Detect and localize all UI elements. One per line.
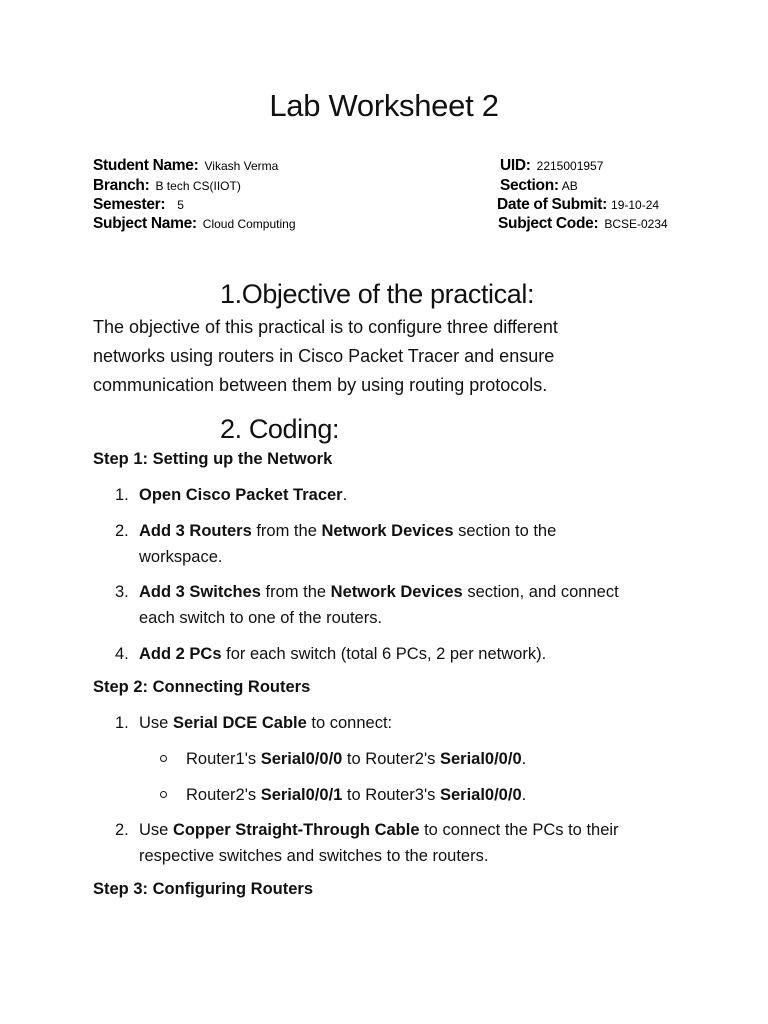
bold-text: Network Devices: [321, 522, 454, 540]
text: respective switches and switches to the routers.: [139, 847, 489, 865]
bold-text: Serial0/0/1: [260, 786, 343, 804]
sub-list-item: [160, 746, 680, 772]
date-value: 19-10-24: [611, 198, 660, 212]
text: from the: [260, 583, 331, 601]
section-label: Section:: [500, 177, 559, 194]
list-number: 2.: [115, 821, 129, 839]
date-label: Date of Submit:: [497, 196, 608, 213]
objective-line: networks using routers in Cisco Packet Tracer and ensure: [93, 346, 555, 366]
bold-text: Add 2 PCs: [139, 645, 222, 663]
circle-bullet-icon: [160, 791, 167, 798]
branch-label: Branch:: [93, 177, 150, 194]
objective-paragraph: [93, 313, 693, 400]
list-number: 2.: [115, 522, 129, 540]
step2-title: Step 2: Connecting Routers: [93, 678, 311, 696]
semester-row: [93, 196, 184, 214]
objective-line: The objective of this practical is to configure three different: [93, 317, 558, 337]
list-item: [93, 579, 703, 631]
text: Router1's: [186, 750, 261, 768]
bold-text: Serial0/0/0: [260, 750, 343, 768]
text: section to the: [453, 522, 557, 540]
list-number: 3.: [115, 583, 129, 601]
subject-code-row: [498, 215, 668, 233]
text: from the: [251, 522, 322, 540]
bold-text: Serial0/0/0: [439, 786, 522, 804]
step3-title: Step 3: Configuring Routers: [93, 880, 313, 898]
text: to Router3's: [342, 786, 440, 804]
list-number: 1.: [115, 486, 129, 504]
semester-value: 5: [177, 198, 184, 212]
circle-bullet-icon: [160, 755, 167, 762]
semester-label: Semester:: [93, 196, 166, 213]
bold-text: Add 3 Switches: [139, 583, 261, 601]
text: workspace.: [139, 548, 223, 566]
coding-heading: 2. Coding:: [220, 414, 340, 444]
student-name-label: Student Name:: [93, 157, 199, 174]
text: for each switch (total 6 PCs, 2 per network).: [221, 645, 547, 663]
section-row: [500, 177, 578, 195]
objective-heading: 1.Objective of the practical:: [220, 279, 535, 309]
sub-list-item: [160, 782, 680, 808]
bold-text: Network Devices: [330, 583, 463, 601]
list-number: 1.: [115, 714, 129, 732]
uid-row: [500, 157, 603, 175]
uid-label: UID:: [500, 157, 531, 174]
text: each switch to one of the routers.: [139, 609, 383, 627]
student-name-value: Vikash Verma: [204, 159, 279, 173]
bold-text: Open Cisco Packet Tracer: [139, 486, 343, 504]
uid-value: 2215001957: [536, 159, 604, 173]
subject-code-label: Subject Code:: [498, 215, 599, 232]
branch-row: [93, 177, 241, 195]
objective-line: communication between them by using routing protocols.: [93, 375, 548, 395]
bold-text: Copper Straight-Through Cable: [172, 821, 420, 839]
subject-name-row: [93, 215, 296, 233]
text: .: [342, 486, 348, 504]
page-title: Lab Worksheet 2: [269, 88, 499, 123]
text: Router2's: [186, 786, 261, 804]
date-row: [497, 196, 659, 214]
list-item: [93, 710, 703, 736]
text: to connect:: [306, 714, 393, 732]
text: to Router2's: [342, 750, 440, 768]
list-number: 4.: [115, 645, 129, 663]
branch-value: B tech CS(IIOT): [155, 179, 241, 193]
list-item: [93, 817, 703, 869]
text: Use: [139, 821, 173, 839]
subject-name-value: Cloud Computing: [202, 217, 296, 231]
student-name-row: [93, 157, 278, 175]
text: to connect the PCs to their: [419, 821, 619, 839]
text: section, and connect: [462, 583, 619, 601]
subject-name-label: Subject Name:: [93, 215, 197, 232]
bold-text: Serial DCE Cable: [172, 714, 307, 732]
bold-text: Add 3 Routers: [139, 522, 252, 540]
list-item: [93, 482, 703, 508]
step1-title: Step 1: Setting up the Network: [93, 450, 333, 468]
section-value: AB: [561, 179, 578, 193]
list-item: [93, 518, 703, 570]
text: Use: [139, 714, 173, 732]
text: .: [521, 786, 527, 804]
subject-code-value: BCSE-0234: [604, 217, 668, 231]
text: .: [521, 750, 527, 768]
list-item: [93, 641, 703, 667]
bold-text: Serial0/0/0: [439, 750, 522, 768]
